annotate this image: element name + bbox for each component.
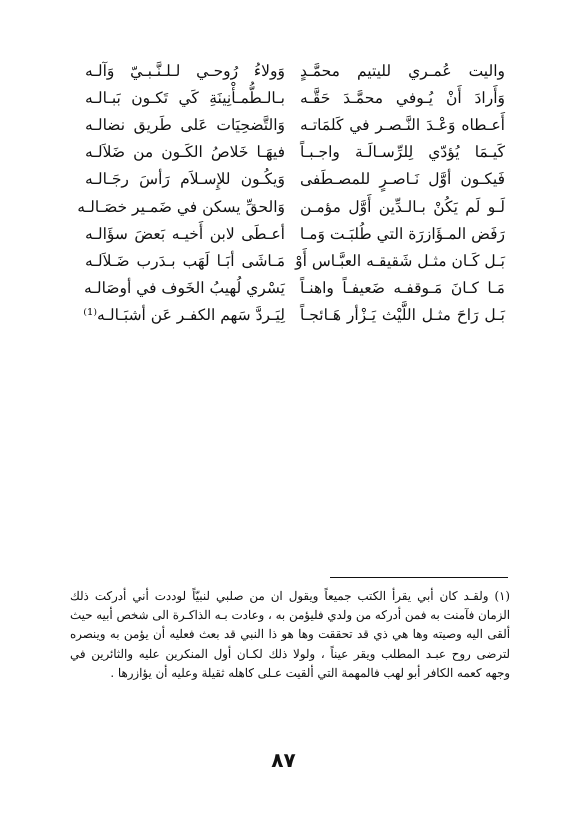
verse-first-hemistich: بَـل رَاحَ مثـل اللَّيْث يَـزْأر هَـائجـاً xyxy=(300,305,505,324)
poem xyxy=(77,58,505,329)
verse-first-hemistich: وَأَرادَ أَنْ يُـوفي محمَّـدَ حَقَّـه xyxy=(300,89,505,108)
verse-row xyxy=(85,275,505,302)
verse-row xyxy=(85,166,505,193)
verse-second-hemistich: مَـاشَى أبَـا لَهَب بـدَرب ضَـلاَلـه xyxy=(85,251,285,270)
verse-first-hemistich: رَفَض المـؤَازرَة التي طُلبَـت وَمـا xyxy=(299,224,505,243)
footnote-text: (١) ولقـد كان أبي يقرأ الكتب جميعاً ويقول ان من صلبي لنبيّاً لوددت أني أدركت ذلك الزمان فآمنت به فمن أدركه من ولدي فليؤمن به ، وعادت بـه الذاكـرة الى شخص أبيه حيث ألقى اليه وصيته وها هي ذي قد تحققت وها هو ذا النبي قد بعث فعليه أن يؤمن به وينصره لترضى روح عبـد المطلب ويقر عيناً ، ولولا ذلك لكـان أول المنكرين عليه والثائرين في وجهه كعمه الكافر أبو لهب فالمهمة التي ألقيت عـلى كاهله ثقيلة وعليه أن يؤازرها . xyxy=(70,589,510,680)
verse-first-hemistich: كَيـمَا يُؤدّي لِلرِّسـالَـة واجـبـاً xyxy=(300,143,505,162)
verse-first-hemistich: أَعـطاه وَعْـدَ النَّـصـر في كَلمَاتـه xyxy=(300,116,505,135)
verse-second-hemistich: بـالـطُّمـأْنِينَةِ كَي تَكـون بَبـالـه xyxy=(85,89,285,108)
verse-second-hemistich: لِيَـردَّ سَهم الكفـر عَن أشبَـالـه⁽¹⁾ xyxy=(83,305,285,324)
verse-row xyxy=(85,112,505,139)
footnote-separator xyxy=(330,577,508,578)
verse-first-hemistich: مَـا كـانَ مَـوقفـه ضَعيفـاً واهنـاً xyxy=(300,278,505,297)
page-number: ٨٧ xyxy=(271,748,296,772)
verse-first-hemistich: واليت عُمـري لليتيم محمَّـدٍ xyxy=(300,62,505,81)
verse-second-hemistich: أعـطَى لابن أَخيـه بَعضَ سؤَالـه xyxy=(85,224,285,243)
verse-second-hemistich: يَسْري لُهيبُ الخَوف في أوصَالـه xyxy=(84,278,285,297)
verse-row xyxy=(85,85,505,112)
verse-first-hemistich: فَيكـون أوَّل نَـاصـرٍ للمصـطَفى xyxy=(300,170,505,189)
footnote xyxy=(70,587,510,683)
verse-row xyxy=(77,193,505,220)
verse-row xyxy=(85,58,505,85)
verse-second-hemistich: وَالحقِّ يسكن في ضَمـير خصَـالـه xyxy=(77,197,285,216)
verse-row xyxy=(85,139,505,166)
verse-first-hemistich: بَـل كَـان مثـل شَقيقـه العبَّـاس أَوْ xyxy=(295,251,505,270)
verse-second-hemistich: وَيكُـون للإِسـلاَم رَأسَ رجَـالـه xyxy=(85,170,285,189)
verse-row xyxy=(85,248,505,275)
verse-second-hemistich: وَولاءُ رُوحـي لـلـنَّـبـيّ وَآلـه xyxy=(85,62,285,81)
verse-second-hemistich: فيهَـا خَلاصُ الكَـون من ضَلاَلـه xyxy=(85,143,285,162)
verse-second-hemistich: وَالتَّضحِيَات عَلى طَريق نضالـه xyxy=(85,116,285,135)
verse-row xyxy=(85,302,505,329)
verse-first-hemistich: لَـو لَم يَكُنْ بـالـدِّين أَوَّل مؤمـن xyxy=(300,197,505,216)
verse-row xyxy=(85,221,505,248)
